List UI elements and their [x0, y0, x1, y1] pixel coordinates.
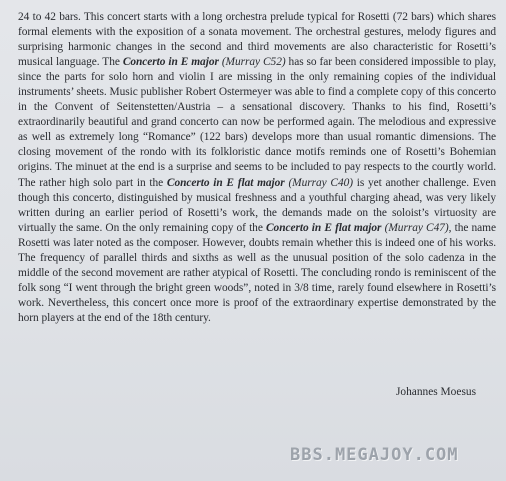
catalog-ref-c47: (Murray C47) — [384, 221, 449, 234]
text-run-4: , the name Rosetti was later noted as the composer. However, doubts remain whether this is indeed one of his works. The frequency of parallel thirds and sixths as well as the unusual position of the solo cadenza in the middle of the second movement are rather atypical of Rosetti. The concluding rondo is reminiscent of the folk song “I went through the bright green woods”, noted in 3/8 time, rarely found elsewhere in Rosetti’s work. Nevertheless, this concert once more is proof of the extraordinary expertise demonstrated by the horn players at the end of the 18th century. — [18, 221, 496, 324]
concerto-title-e-major: Concerto in E major — [122, 56, 219, 69]
catalog-ref-c52: (Murray C52) — [221, 56, 286, 69]
concerto-title-e-flat-major-c47: Concerto in E flat major — [266, 221, 382, 234]
text-run-3: is yet another challenge. Even though this concerto, distinguished by musical freshness and a youthful charging ahead, was very likely written during an earlier period of Rosetti’s work, the demands made on the soloist’s virtuosity are virtually the same. On the only remaining copy of the — [18, 176, 496, 234]
author-signature: Johannes Moesus — [395, 386, 476, 398]
body-paragraph — [18, 10, 496, 326]
paragraph-text — [18, 10, 496, 326]
watermark-text: BBS.MEGAJOY.COM — [290, 445, 459, 465]
concerto-title-e-flat-major-c40: Concerto in E flat major — [166, 176, 285, 189]
catalog-ref-c40: (Murray C40) — [288, 176, 354, 189]
text-run-2: has so far been considered impossible to play, since the parts for solo horn and violin I are missing in the only remaining copies of the individual instruments’ sheets. Music publisher Robert Ostermeyer was able to find a complete copy of this concerto in the Convent of Seitenstetten/Austria – a sensational discovery. Thanks to his find, Rosetti’s extraordinarily beautiful and grand concerto can now be performed again. The melodious and expressive as well as extremely long “Romance” (122 bars) develops more than usual romantic dimensions. The closing movement of the rondo with its folkloristic dance motifs reminds one of Rosetti’s Bohemian origins. The minuet at the end is a surprise and seems to be included to pay respects to the courtly world. The rather high solo part in the — [18, 56, 496, 189]
text-run-intro: 24 to 42 bars. This concert starts with a long orchestra prelude typical for Rosetti (72 bars) which shares formal elements with the exposition of a sonata movement. The orchestral gestures, melody figures and surprising harmonic changes in the second and third movements are also characteristic for Rosetti’s musical language. The — [18, 11, 496, 69]
